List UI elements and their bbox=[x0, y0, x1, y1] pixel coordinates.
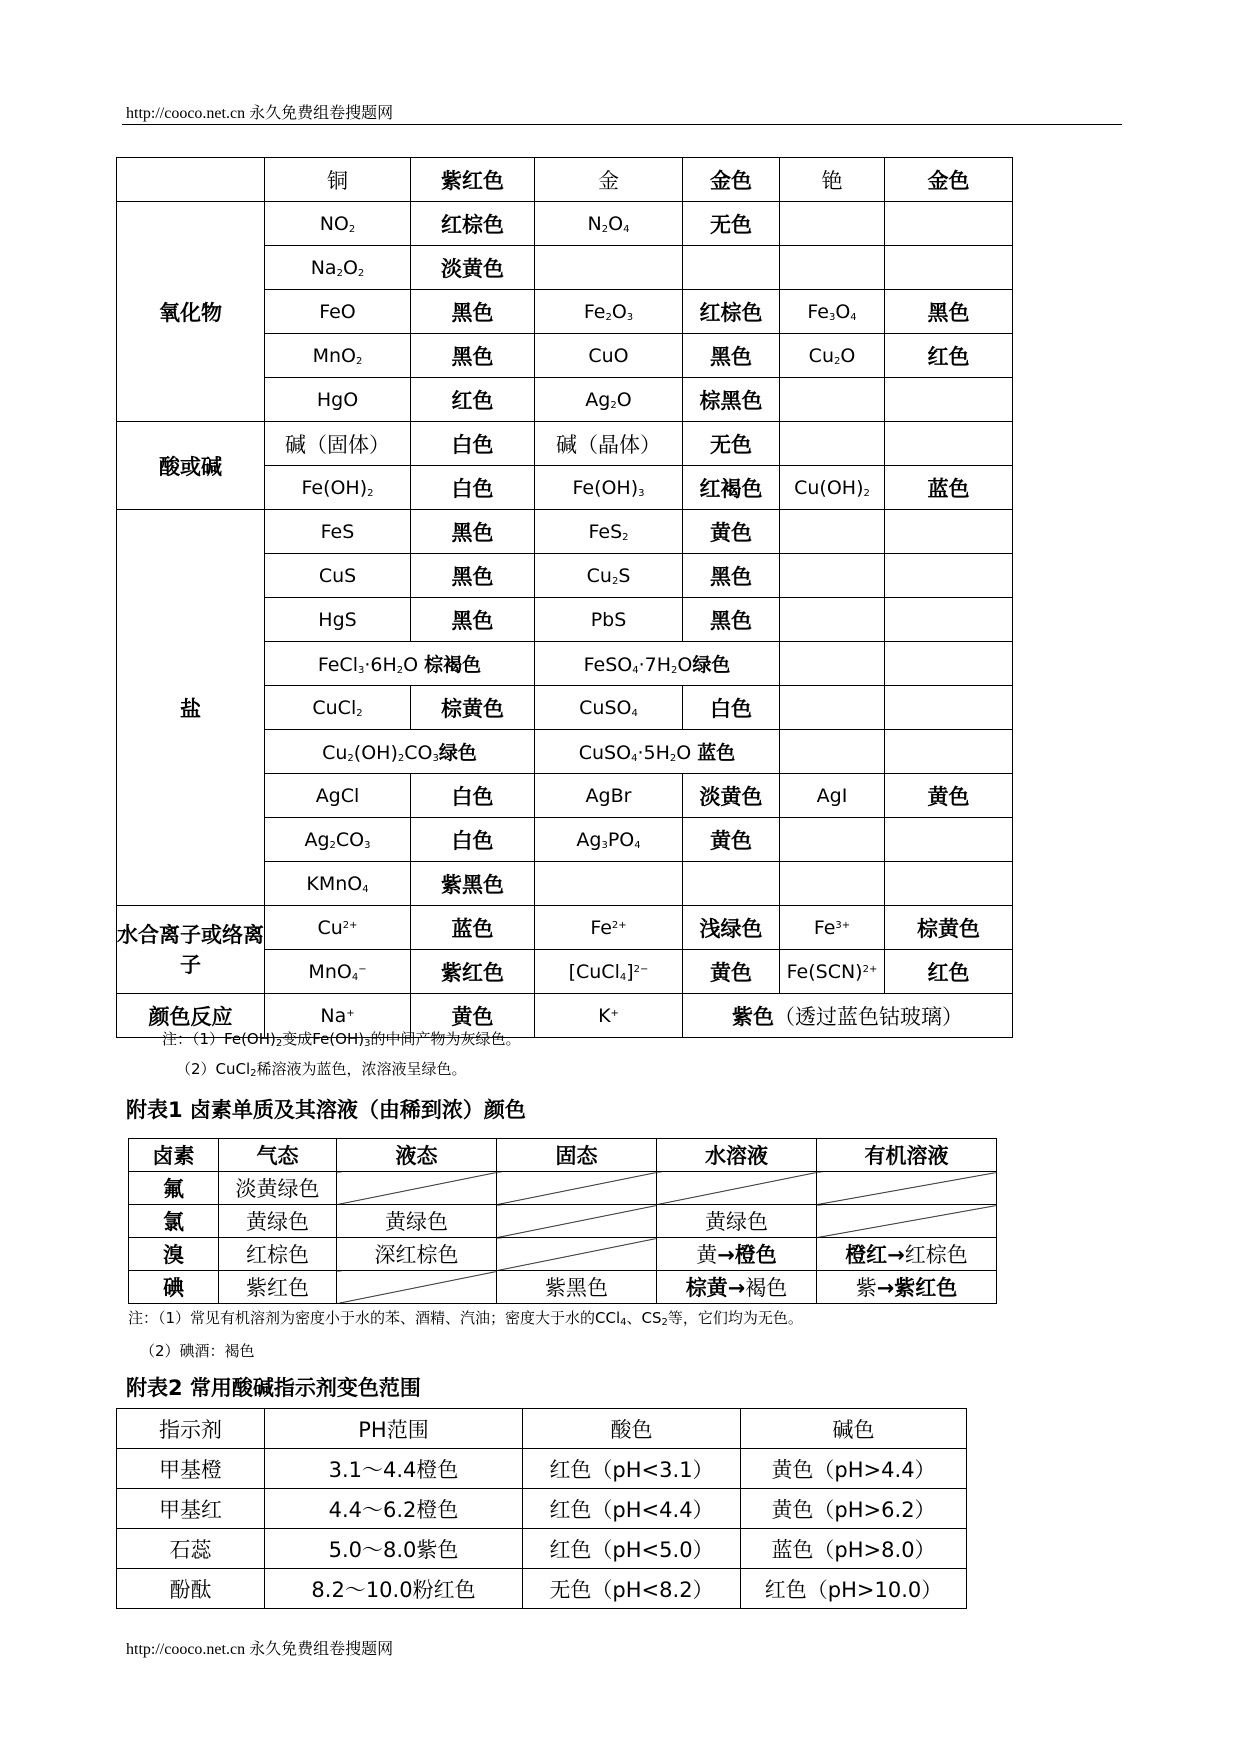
color-value: 黄色 bbox=[683, 510, 780, 554]
empty-cell bbox=[780, 422, 885, 466]
color-value: 黄绿色 bbox=[657, 1205, 817, 1238]
ph-range: 8.2～10.0粉红色 bbox=[265, 1569, 523, 1609]
page-footer: http://cooco.net.cn 永久免费组卷搜题网 bbox=[126, 1641, 394, 1658]
empty-cell bbox=[497, 1205, 657, 1238]
color-value: 无色 bbox=[683, 422, 780, 466]
color-value: 紫黑色 bbox=[411, 862, 535, 906]
formula: AgCl bbox=[265, 774, 411, 818]
color-value: 绿色 bbox=[438, 742, 477, 764]
empty-cell bbox=[497, 1238, 657, 1271]
color-value: 黑色 bbox=[885, 290, 1013, 334]
indicator-name: 酚酞 bbox=[117, 1569, 265, 1609]
color-value: 黑色 bbox=[411, 334, 535, 378]
color-value: 紫色 bbox=[732, 1004, 774, 1029]
page-header: http://cooco.net.cn 永久免费组卷搜题网 bbox=[126, 105, 394, 122]
empty-cell bbox=[780, 598, 885, 642]
empty-cell bbox=[683, 862, 780, 906]
empty-cell bbox=[780, 686, 885, 730]
color-value: 淡黄绿色 bbox=[219, 1172, 337, 1205]
color-value: 红色 bbox=[411, 378, 535, 422]
formula: $Fe(OH)_2$ bbox=[265, 466, 411, 510]
color-transition: 橙红→红棕色 bbox=[817, 1238, 997, 1271]
base-color: 蓝色（pH>8.0） bbox=[741, 1529, 967, 1569]
acid-color: 无色（pH<8.2） bbox=[523, 1569, 741, 1609]
formula: $Fe_3O_4$ bbox=[780, 290, 885, 334]
color-value: 黑色 bbox=[683, 334, 780, 378]
color-value: 金色 bbox=[885, 158, 1013, 202]
empty-cell bbox=[497, 1172, 657, 1205]
formula: AgI bbox=[780, 774, 885, 818]
ph-range: 3.1～4.4橙色 bbox=[265, 1449, 523, 1489]
color-value: 金色 bbox=[683, 158, 780, 202]
header-rule bbox=[122, 124, 1122, 125]
table-row bbox=[129, 1205, 997, 1238]
empty-cell bbox=[885, 818, 1013, 862]
color-value: 黄色 bbox=[683, 950, 780, 994]
empty-cell bbox=[885, 510, 1013, 554]
formula: $Ag_2CO_3$ bbox=[265, 818, 411, 862]
empty-cell bbox=[780, 202, 885, 246]
table-row bbox=[117, 1449, 967, 1489]
formula: $Fe_2O_3$ bbox=[535, 290, 683, 334]
base-color: 黄色（pH>4.4） bbox=[741, 1449, 967, 1489]
table-row bbox=[129, 1238, 997, 1271]
color-value: 红褐色 bbox=[683, 466, 780, 510]
indicator-name: 甲基红 bbox=[117, 1489, 265, 1529]
color-value: 黑色 bbox=[411, 598, 535, 642]
color-value: 黑色 bbox=[411, 290, 535, 334]
color-value: 白色 bbox=[411, 466, 535, 510]
acid-color: 红色（pH<3.1） bbox=[523, 1449, 741, 1489]
empty-cell bbox=[885, 730, 1013, 774]
color-value: 蓝色 bbox=[885, 466, 1013, 510]
formula: $Cu_2O$ bbox=[780, 334, 885, 378]
column-header: 固态 bbox=[497, 1139, 657, 1172]
empty-cell bbox=[780, 730, 885, 774]
color-value: 红棕色 bbox=[219, 1238, 337, 1271]
metal-name: 金 bbox=[535, 158, 683, 202]
empty-cell bbox=[885, 642, 1013, 686]
color-value: 黄色 bbox=[411, 994, 535, 1038]
color-value: 白色 bbox=[683, 686, 780, 730]
halogen-note-2: （2）碘酒：褐色 bbox=[140, 1342, 255, 1360]
color-value: 蓝色 bbox=[697, 742, 736, 764]
color-value: 棕褐色 bbox=[424, 654, 482, 676]
color-value: 黑色 bbox=[411, 510, 535, 554]
formula: Na+ bbox=[265, 994, 411, 1038]
formula: $Ag_3PO_4$ bbox=[535, 818, 683, 862]
column-header: 水溶液 bbox=[657, 1139, 817, 1172]
formula: $Fe^{2+}$ bbox=[535, 906, 683, 950]
formula: CuCl$_2$ bbox=[265, 686, 411, 730]
formula-with-color: $FeCl_3\cdot 6H_2O$ 棕褐色 bbox=[265, 642, 535, 686]
empty-cell bbox=[780, 554, 885, 598]
empty-cell bbox=[780, 862, 885, 906]
column-header: 指示剂 bbox=[117, 1409, 265, 1449]
table-row bbox=[117, 158, 1013, 202]
color-value: 红色 bbox=[885, 334, 1013, 378]
ph-range: 4.4～6.2橙色 bbox=[265, 1489, 523, 1529]
color-transition: 棕黄→褐色 bbox=[657, 1271, 817, 1304]
table-row bbox=[117, 906, 1013, 950]
indicator-table bbox=[116, 1408, 967, 1609]
base-color: 红色（pH>10.0） bbox=[741, 1569, 967, 1609]
formula: FeS bbox=[265, 510, 411, 554]
formula: $Na_2O_2$ bbox=[265, 246, 411, 290]
empty-cell bbox=[885, 554, 1013, 598]
formula-with-color: $CuSO_4\cdot 5H_2O$ 蓝色 bbox=[535, 730, 780, 774]
color-value: 黑色 bbox=[411, 554, 535, 598]
empty-cell bbox=[885, 378, 1013, 422]
table-row bbox=[117, 1409, 967, 1449]
empty-cell bbox=[780, 246, 885, 290]
table-row bbox=[129, 1172, 997, 1205]
formula: $N_2O_4$ bbox=[535, 202, 683, 246]
color-value: 红棕色 bbox=[411, 202, 535, 246]
halogen-name: 碘 bbox=[129, 1271, 219, 1304]
formula: $Fe(OH)_3$ bbox=[535, 466, 683, 510]
color-value: 绿色 bbox=[692, 654, 731, 676]
color-value: 黄绿色 bbox=[337, 1205, 497, 1238]
acid-color: 红色（pH<5.0） bbox=[523, 1529, 741, 1569]
color-value: 紫红色 bbox=[411, 950, 535, 994]
table-row bbox=[117, 510, 1013, 554]
empty-cell bbox=[780, 642, 885, 686]
color-value: 紫红色 bbox=[219, 1271, 337, 1304]
color-value: 无色 bbox=[683, 202, 780, 246]
column-header: 液态 bbox=[337, 1139, 497, 1172]
indicator-name: 石蕊 bbox=[117, 1529, 265, 1569]
note-text: （透过蓝色钴玻璃） bbox=[774, 1004, 963, 1029]
table-row bbox=[129, 1139, 997, 1172]
formula: $NO_2$ bbox=[265, 202, 411, 246]
halogen-title: 附表1 卤素单质及其溶液（由稀到浓）颜色 bbox=[126, 1098, 526, 1122]
table-row bbox=[117, 422, 1013, 466]
formula-with-color: $FeSO_4\cdot 7H_2O$绿色 bbox=[535, 642, 780, 686]
formula: 碱（晶体） bbox=[535, 422, 683, 466]
color-value: 深红棕色 bbox=[337, 1238, 497, 1271]
formula: HgO bbox=[265, 378, 411, 422]
formula: AgBr bbox=[535, 774, 683, 818]
note-line-1: 注：$(1)Fe(OH)_2$变成$Fe(OH)_3$的中间产物为灰绿色。 bbox=[162, 1030, 521, 1049]
table-row bbox=[117, 1529, 967, 1569]
category-label: 颜色反应 bbox=[117, 994, 265, 1038]
color-value: 浅绿色 bbox=[683, 906, 780, 950]
empty-cell bbox=[780, 510, 885, 554]
acid-color: 红色（pH<4.4） bbox=[523, 1489, 741, 1529]
table-row bbox=[129, 1271, 997, 1304]
empty-cell bbox=[885, 246, 1013, 290]
formula: $Ag_2O$ bbox=[535, 378, 683, 422]
color-value: 黑色 bbox=[683, 554, 780, 598]
metal-name: 铯 bbox=[780, 158, 885, 202]
category-label: 盐 bbox=[117, 510, 265, 906]
color-value: 黑色 bbox=[683, 598, 780, 642]
empty-cell bbox=[657, 1172, 817, 1205]
color-value-with-note bbox=[683, 994, 1013, 1038]
empty-cell bbox=[885, 422, 1013, 466]
empty-cell bbox=[817, 1205, 997, 1238]
empty-cell bbox=[885, 598, 1013, 642]
note-line-2: （2）CuCl$_2$稀溶液为蓝色，浓溶液呈绿色。 bbox=[176, 1060, 467, 1079]
formula-with-color: $Cu_2(OH)_2CO_3$绿色 bbox=[265, 730, 535, 774]
table-row bbox=[117, 1569, 967, 1609]
halogen-name: 溴 bbox=[129, 1238, 219, 1271]
color-value: 蓝色 bbox=[411, 906, 535, 950]
formula: MnO$_2$ bbox=[265, 334, 411, 378]
color-value: 白色 bbox=[411, 422, 535, 466]
column-header: 有机溶液 bbox=[817, 1139, 997, 1172]
formula: $Cu^{2+}$ bbox=[265, 906, 411, 950]
formula: $Fe^{3+}$ bbox=[780, 906, 885, 950]
metal-name: 铜 bbox=[265, 158, 411, 202]
formula: PbS bbox=[535, 598, 683, 642]
halogen-name: 氯 bbox=[129, 1205, 219, 1238]
color-value: 红棕色 bbox=[683, 290, 780, 334]
empty-cell bbox=[683, 246, 780, 290]
formula: [CuCl$_4$]$^{2-}$ bbox=[535, 950, 683, 994]
halogen-table bbox=[128, 1138, 997, 1304]
color-table bbox=[116, 157, 1013, 1038]
color-value: 淡黄色 bbox=[411, 246, 535, 290]
color-value: 黄绿色 bbox=[219, 1205, 337, 1238]
category-label: 水合离子或络离子 bbox=[117, 906, 265, 994]
color-value: 黄色 bbox=[885, 774, 1013, 818]
color-value: 白色 bbox=[411, 818, 535, 862]
empty-cell bbox=[117, 158, 265, 202]
column-header: PH范围 bbox=[265, 1409, 523, 1449]
column-header: 酸色 bbox=[523, 1409, 741, 1449]
formula: Fe(SCN)$^{2+}$ bbox=[780, 950, 885, 994]
category-label: 氧化物 bbox=[117, 202, 265, 422]
formula: KMnO$_4$ bbox=[265, 862, 411, 906]
table-row bbox=[117, 1489, 967, 1529]
formula: CuS bbox=[265, 554, 411, 598]
indicator-name: 甲基橙 bbox=[117, 1449, 265, 1489]
color-value: 白色 bbox=[411, 774, 535, 818]
empty-cell bbox=[780, 818, 885, 862]
empty-cell bbox=[885, 862, 1013, 906]
column-header: 卤素 bbox=[129, 1139, 219, 1172]
base-color: 黄色（pH>6.2） bbox=[741, 1489, 967, 1529]
formula: HgS bbox=[265, 598, 411, 642]
color-value: 淡黄色 bbox=[683, 774, 780, 818]
table-row bbox=[117, 202, 1013, 246]
halogen-name: 氟 bbox=[129, 1172, 219, 1205]
empty-cell bbox=[885, 686, 1013, 730]
color-value: 黄色 bbox=[683, 818, 780, 862]
empty-cell bbox=[780, 378, 885, 422]
formula: CuO bbox=[535, 334, 683, 378]
ph-range: 5.0～8.0紫色 bbox=[265, 1529, 523, 1569]
empty-cell bbox=[535, 246, 683, 290]
halogen-note-1: 注：（1）常见有机溶剂为密度小于水的苯、酒精、汽油；密度大于水的CCl$_4$、$CS_2$等，它们均为无色。 bbox=[128, 1309, 803, 1328]
formula: MnO$_4$− bbox=[265, 950, 411, 994]
empty-cell bbox=[337, 1172, 497, 1205]
color-value: 棕黄色 bbox=[885, 906, 1013, 950]
category-label: 酸或碱 bbox=[117, 422, 265, 510]
color-value: 棕黄色 bbox=[411, 686, 535, 730]
color-value: 紫红色 bbox=[411, 158, 535, 202]
empty-cell bbox=[535, 862, 683, 906]
formula: FeS$_2$ bbox=[535, 510, 683, 554]
color-value: 紫黑色 bbox=[497, 1271, 657, 1304]
formula: $Cu(OH)_2$ bbox=[780, 466, 885, 510]
formula: $Cu_2S$ bbox=[535, 554, 683, 598]
color-value: 棕黑色 bbox=[683, 378, 780, 422]
empty-cell bbox=[337, 1271, 497, 1304]
formula: 碱（固体） bbox=[265, 422, 411, 466]
column-header: 碱色 bbox=[741, 1409, 967, 1449]
empty-cell bbox=[885, 202, 1013, 246]
column-header: 气态 bbox=[219, 1139, 337, 1172]
color-transition: 紫→紫红色 bbox=[817, 1271, 997, 1304]
formula: CuSO$_4$ bbox=[535, 686, 683, 730]
color-value: 红色 bbox=[885, 950, 1013, 994]
formula: K+ bbox=[535, 994, 683, 1038]
color-transition: 黄→橙色 bbox=[657, 1238, 817, 1271]
indicator-title: 附表2 常用酸碱指示剂变色范围 bbox=[126, 1376, 421, 1400]
empty-cell bbox=[817, 1172, 997, 1205]
formula: FeO bbox=[265, 290, 411, 334]
